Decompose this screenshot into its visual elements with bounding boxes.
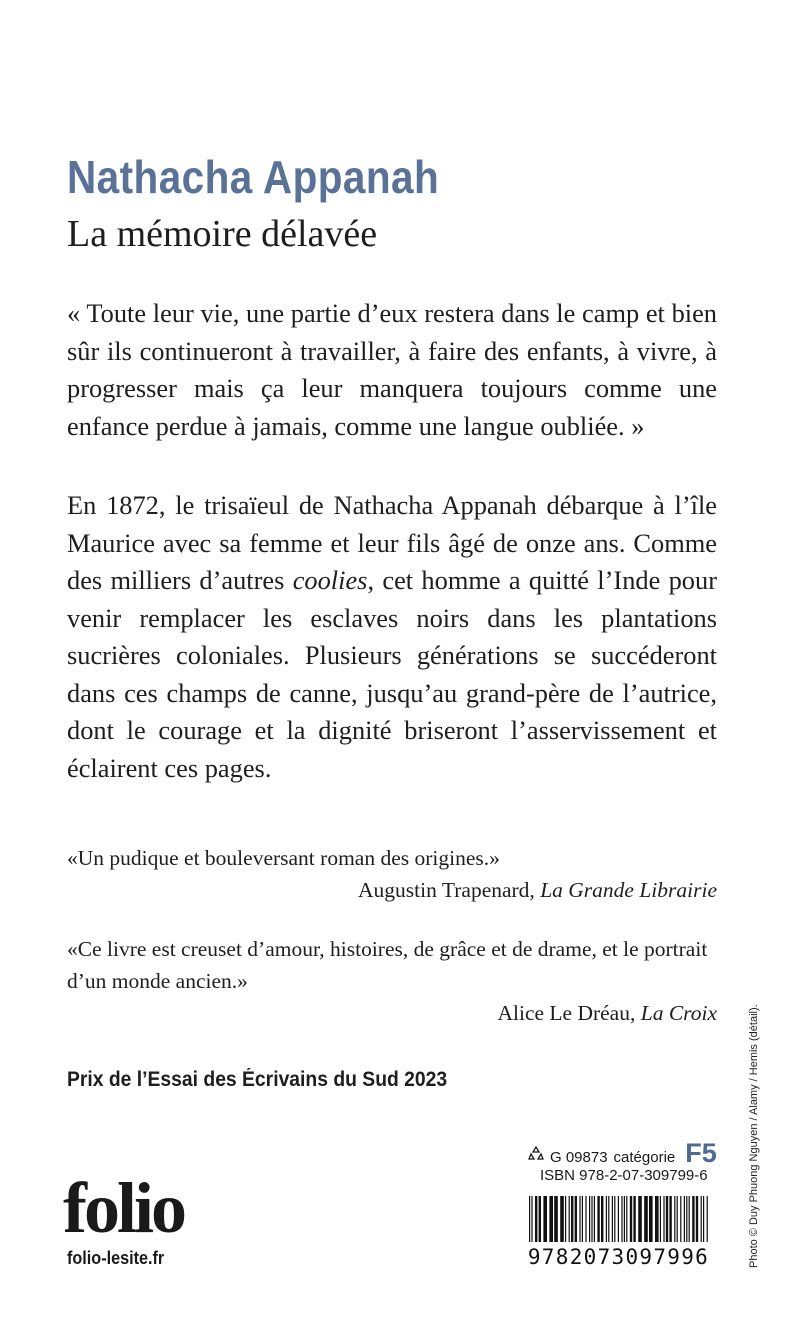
barcode-bar — [560, 1196, 564, 1242]
barcode-bar — [663, 1196, 664, 1242]
barcode-bar — [684, 1196, 685, 1242]
barcode-bar — [621, 1196, 622, 1242]
barcode-bar — [601, 1196, 603, 1242]
barcode-bar — [638, 1196, 642, 1242]
barcode-bar — [666, 1196, 668, 1242]
summary-paragraph — [67, 487, 717, 787]
prize-label: Prix de l’Essai des Écrivains du Sud 2023 — [67, 1068, 448, 1091]
product-code: G 09873 — [550, 1149, 608, 1166]
barcode-bar — [597, 1196, 599, 1242]
review-1-quote: «Un pudique et bouleversant roman des origines.» — [67, 846, 500, 870]
review-2-source: La Croix — [640, 1001, 717, 1025]
barcode-bar — [585, 1196, 586, 1242]
review-2 — [67, 933, 717, 1029]
barcode-bar — [571, 1196, 573, 1242]
barcode-bar — [626, 1196, 627, 1242]
review-2-attribution — [67, 997, 717, 1029]
barcode-bar — [669, 1196, 671, 1242]
barcode-number: 9782073097996 — [527, 1245, 710, 1269]
barcode-bar — [575, 1196, 577, 1242]
barcode-bar — [582, 1196, 583, 1242]
barcode-bar — [608, 1196, 609, 1242]
barcode-bar — [529, 1196, 530, 1242]
barcode-bar — [660, 1196, 661, 1242]
barcode-bar — [701, 1196, 702, 1242]
category-code: F5 — [685, 1138, 717, 1168]
barcode-bar — [543, 1196, 547, 1242]
review-1-source: La Grande Librairie — [540, 878, 717, 902]
barcode-bar — [589, 1196, 590, 1242]
barcode-bar — [696, 1196, 698, 1242]
barcode-bar — [612, 1196, 613, 1242]
epigraph-quote: « Toute leur vie, une partie d’eux restera dans le camp et bien sûr ils continueront à travailler, à faire des enfants, à vivre, à progresser mais ça leur manquera toujours comme une enfance perdue à jamais, comme une langue oubliée. » — [67, 298, 717, 441]
isbn: ISBN 978-2-07-309799-6 — [540, 1167, 708, 1184]
barcode-bar — [692, 1196, 694, 1242]
barcode-bar — [703, 1196, 704, 1242]
barcode-bar — [674, 1196, 675, 1242]
barcode-bar — [618, 1196, 619, 1242]
publisher-website[interactable]: folio-lesite.fr — [67, 1248, 165, 1268]
barcode-bar — [565, 1196, 566, 1242]
barcode-bar — [579, 1196, 580, 1242]
barcode-bar — [633, 1196, 635, 1242]
barcode-bar — [606, 1196, 607, 1242]
barcode-bar — [689, 1196, 690, 1242]
barcode-bar — [591, 1196, 592, 1242]
author-name: Nathacha Appanah — [67, 151, 440, 203]
barcode-bar — [531, 1196, 532, 1242]
review-1-author: Augustin Trapenard, — [358, 878, 541, 902]
review-1-attribution — [67, 874, 717, 906]
barcode-bar — [594, 1196, 595, 1242]
review-2-quote: «Ce livre est creuset d’amour, histoires, de grâce et de drame, et le portrait d’un monde ancien.» — [67, 937, 708, 993]
folio-logo: folio — [63, 1168, 184, 1248]
barcode-bar — [624, 1196, 625, 1242]
review-2-author: Alice Le Dréau, — [497, 1001, 641, 1025]
barcode-bar — [539, 1196, 541, 1242]
barcode-bar — [549, 1196, 553, 1242]
barcode-bar — [630, 1196, 632, 1242]
barcode-bar — [554, 1196, 558, 1242]
product-code-line — [528, 1138, 717, 1169]
summary-text-2: , cet homme a quitté l’Inde pour venir remplacer les esclaves noirs dans les plantations sucrières coloniales. Plusieurs générations se succéderont dans ces champs de canne, jusqu’au grand-père de l’autrice, dont le courage et la dignité briseront l’asservissement et éclairent ces pages. — [67, 565, 717, 783]
category-label: catégorie — [613, 1149, 676, 1166]
barcode-bar — [644, 1196, 648, 1242]
barcode-bar — [677, 1196, 678, 1242]
barcode-bar — [686, 1196, 687, 1242]
barcode-bar — [614, 1196, 615, 1242]
barcode-bar — [680, 1196, 681, 1242]
photo-credit: Photo © Duy Phuong Nguyen / Alamy / Hemis (détail). — [748, 1004, 760, 1268]
summary-text-1: En 1872, le trisaïeul de Nathacha Appanah débarque à l’île Maurice avec sa femme et leur fils âgé de onze ans. Comme des milliers d’autres — [67, 490, 717, 595]
barcode-bar — [707, 1196, 708, 1242]
book-title: La mémoire délavée — [67, 213, 378, 255]
barcode-bar — [649, 1196, 653, 1242]
summary-italic-term: coolies — [292, 565, 368, 595]
recycle-icon — [528, 1146, 544, 1166]
barcode-bar — [655, 1196, 659, 1242]
review-1 — [67, 842, 717, 906]
barcode-bar — [569, 1196, 570, 1242]
barcode-bar — [535, 1196, 537, 1242]
